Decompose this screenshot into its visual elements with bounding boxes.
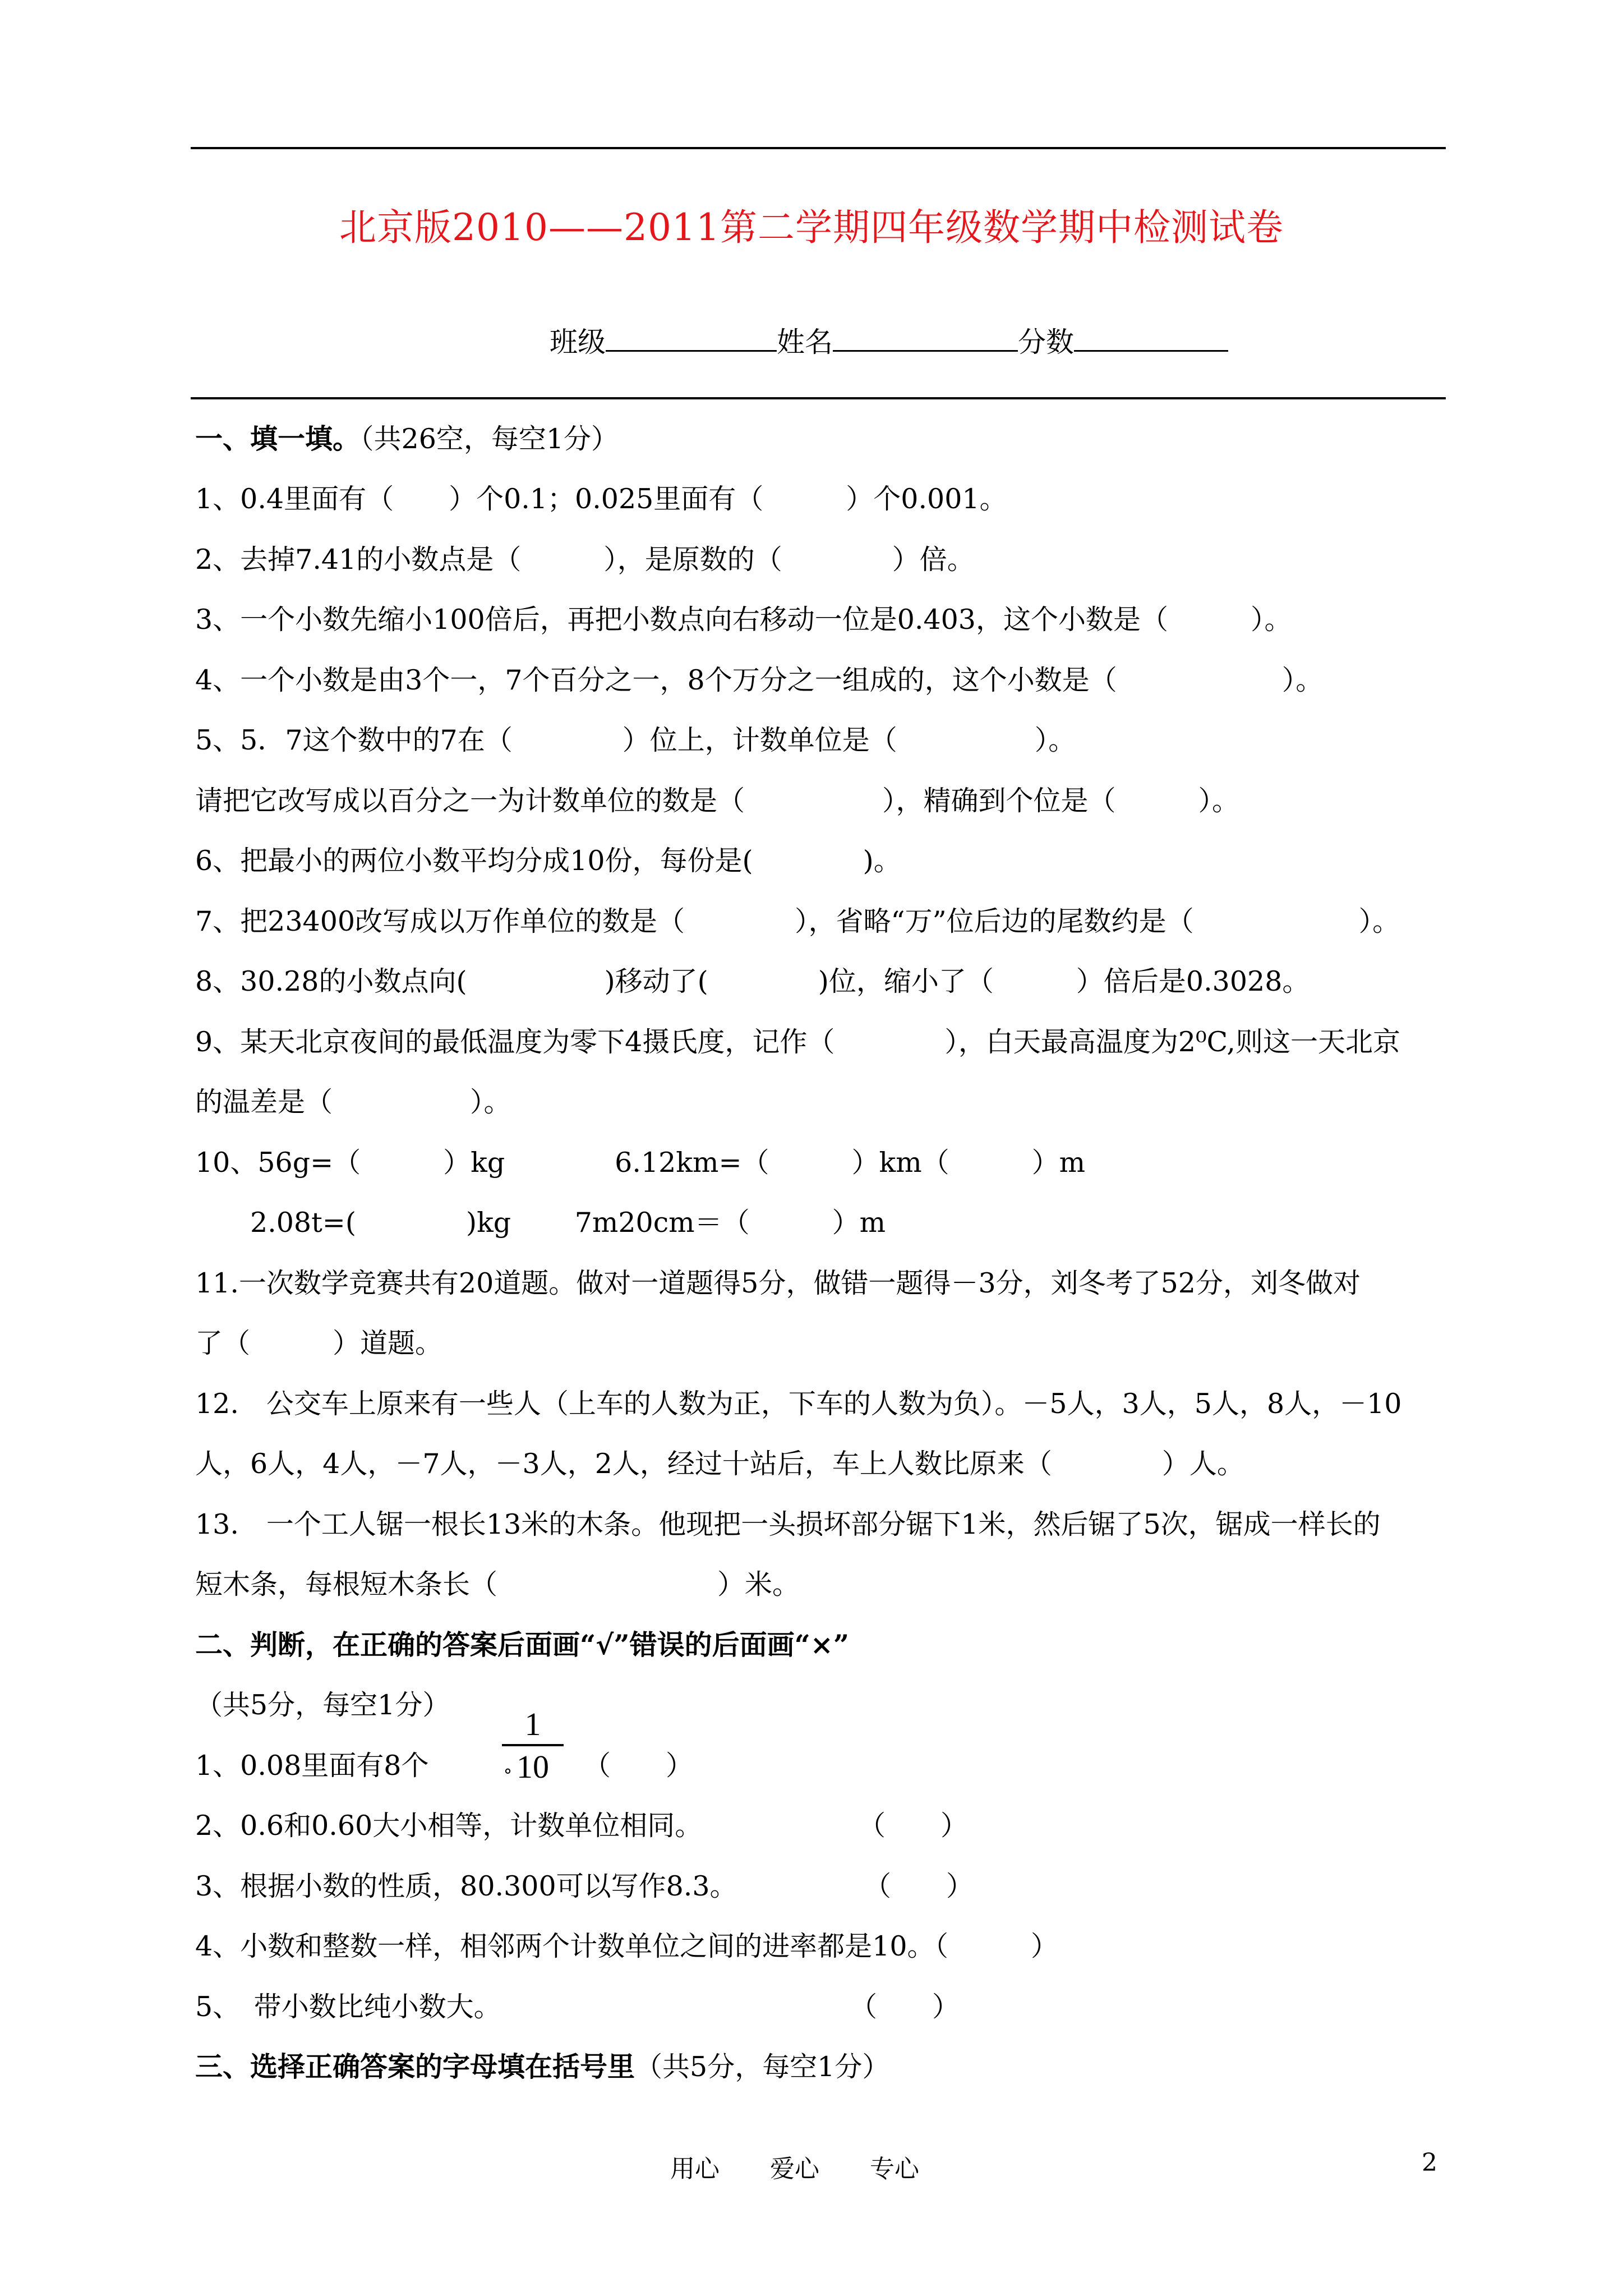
section1-note: （共26空，每空1分） [360,423,619,455]
small-dot: ° [504,1766,512,1786]
question-line: 7、把23400改写成以万作单位的数是（ ），省略“万”位后边的尾数约是（ ）。 [195,905,1400,937]
question-line: 了（ ）道题。 [195,1327,443,1359]
fraction-denominator: 10 [517,1749,549,1785]
score-blank[interactable] [1074,326,1228,352]
question-line: 6、把最小的两位小数平均分成10份，每份是( )。 [195,845,901,877]
fraction-numerator: 1 [524,1706,541,1742]
question-line: 请把它改写成以百分之一为计数单位的数是（ ），精确到个位是（ ）。 [195,785,1240,817]
footer-item: 爱心 [770,2155,819,2183]
question-line: 3、一个小数先缩小100倍后，再把小数点向右移动一位是0.403，这个小数是（ ）。 [195,604,1292,636]
header-rule [191,397,1446,399]
judge-line: 4、小数和整数一样，相邻两个计数单位之间的进率都是10。（ ） [195,1930,1059,1962]
question-line: 5、5．7这个数中的7在（ ）位上，计数单位是（ ）。 [195,724,1076,756]
section1-title: 一、填一填。 [195,422,361,455]
answer-bracket: （ ） [850,1991,960,2023]
section3-note: （共5分，每空1分） [635,2051,890,2083]
answer-bracket: （ ） [583,1750,694,1782]
footer-motto [670,2148,970,2184]
question-line: 的温差是（ ）。 [195,1086,511,1118]
class-blank[interactable] [606,326,777,352]
question-line: 4、一个小数是由3个一，7个百分之一，8个万分之一组成的，这个小数是（ ）。 [195,664,1324,696]
question-line: 12. 公交车上原来有一些人（上车的人数为正，下车的人数为负）。－5人，3人，5人，8人，－10 [195,1388,1402,1420]
answer-bracket: （ ） [864,1870,974,1902]
question-line: 1、0.4里面有（ ）个0.1；0.025里面有（ ）个0.001。 [195,483,1007,515]
question-line: 人，6人，4人，－7人，－3人，2人，经过十站后，车上人数比原来（ ）人。 [195,1448,1244,1480]
section3-heading [195,2050,890,2083]
judge-line: 5、 带小数比纯小数大。 [195,1991,501,2023]
section2-title: 二、判断，在正确的答案后面画“√”错误的后面画“×” [195,1628,849,1661]
student-info [550,320,1228,360]
footer-item: 专心 [870,2155,919,2183]
name-label: 姓名 [777,326,833,358]
question-line: 13. 一个工人锯一根长13米的木条。他现把一头损坏部分锯下1米，然后锯了5次，锯成一样长的 [195,1508,1381,1540]
name-blank[interactable] [833,326,1018,352]
judge-line: 3、根据小数的性质，80.300可以写作8.3。 [195,1870,737,1902]
question-line: 8、30.28的小数点向( )移动了( )位，缩小了（ ）倍后是0.3028。 [195,965,1310,997]
judge-line: 1、0.08里面有8个 [195,1750,429,1782]
document-title: 北京版2010——2011第二学期四年级数学期中检测试卷 [339,206,1284,249]
score-label: 分数 [1018,326,1074,358]
section2-note: （共5分，每空1分） [195,1689,450,1721]
class-label: 班级 [550,326,606,358]
question-line: 11.一次数学竞赛共有20道题。做对一道题得5分，做错一题得－3分，刘冬考了52分，刘冬做对 [195,1267,1361,1299]
section1-heading [195,422,619,455]
page-number: 2 [1422,2148,1437,2177]
footer-item: 用心 [670,2155,720,2183]
section3-title: 三、选择正确答案的字母填在括号里 [195,2050,635,2083]
question-line: 2.08t=( )kg 7m20cm＝（ ）m [195,1207,886,1239]
question-line: 2、去掉7.41的小数点是（ ），是原数的（ ）倍。 [195,544,975,576]
fraction-bar [502,1744,564,1746]
answer-bracket: （ ） [858,1810,969,1842]
judge-line: 2、0.6和0.60大小相等，计数单位相同。 [195,1810,703,1842]
question-line: 10、56g=（ ）kg 6.12km=（ ）km（ ）m [195,1147,1086,1179]
top-rule [191,147,1446,149]
question-line: 短木条，每根短木条长（ ）米。 [195,1568,800,1600]
question-line: 9、某天北京夜间的最低温度为零下4摄氏度，记作（ ），白天最高温度为2⁰C,则这一天北京 [195,1026,1400,1058]
